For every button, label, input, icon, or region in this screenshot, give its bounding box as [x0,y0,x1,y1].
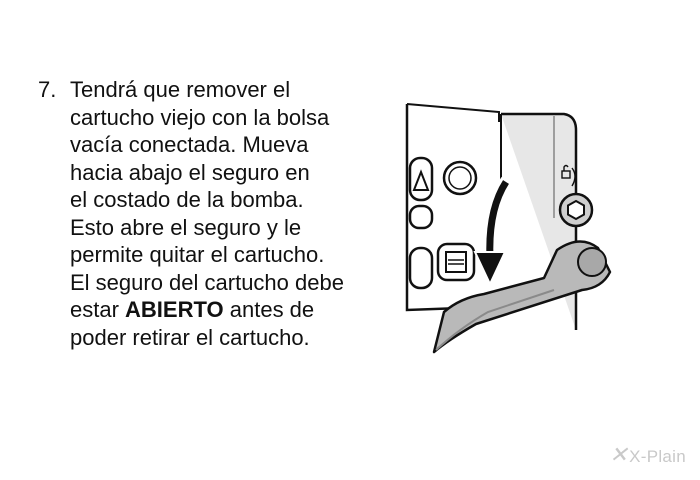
step-text [70,76,408,351]
instruction-step [38,76,408,351]
text-line: poder retirar el cartucho. [70,324,310,350]
xplain-logo [609,442,686,468]
text-segment: antes de [223,297,315,322]
text-line: permite quitar el cartucho. [70,242,325,267]
text-segment: estar [70,297,126,322]
text-line: Tendrá que remover el [70,77,291,102]
text-line [70,296,408,324]
triangle-button-icon [410,158,432,200]
logo-text: X-Plain [629,447,686,466]
emphasis-open: ABIERTO [125,297,224,322]
down-arrow-icon [475,182,506,284]
text-line: cartucho viejo con la bolsa [70,104,330,130]
text-line: hacia abajo el seguro en [70,159,310,185]
text-line: vacía conectada. Mueva [70,132,309,157]
pump-illustration [404,98,620,360]
text-line: El seguro del cartucho debe [70,269,344,295]
round-button-icon [444,162,476,194]
lock-nut-icon [560,194,592,226]
step-number: 7. [38,77,57,102]
square-button-icon [438,244,474,280]
xplain-x-icon: ✕ [609,442,629,467]
text-line: el costado de la bomba. [70,187,304,212]
text-line: Esto abre el seguro y le [70,214,302,240]
